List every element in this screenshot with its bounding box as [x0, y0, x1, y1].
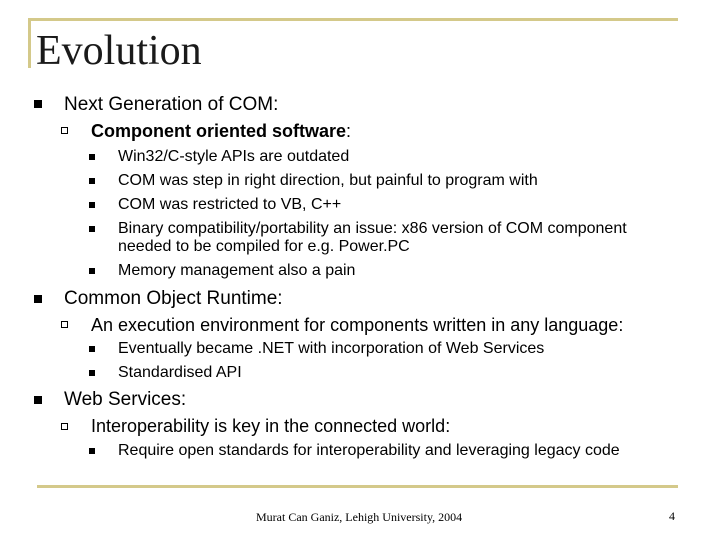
sub-bullet [91, 120, 351, 142]
section-heading: Common Object Runtime: [64, 288, 283, 309]
small-square-bullet-icon [89, 370, 95, 376]
small-square-bullet-icon [89, 448, 95, 454]
small-square-bullet-icon [89, 346, 95, 352]
sub-bullet: An execution environment for components written in any language: [91, 315, 624, 335]
detail-item: COM was restricted to VB, C++ [118, 196, 342, 213]
slide-title: Evolution [36, 28, 202, 74]
detail-item: Eventually became .NET with incorporation of Web Services [118, 340, 545, 357]
footer-text: Murat Can Ganiz, Lehigh University, 2004 [256, 510, 463, 524]
square-bullet-icon [34, 100, 42, 108]
detail-item: Memory management also a pain [118, 262, 356, 279]
small-square-bullet-icon [89, 202, 95, 208]
hollow-square-bullet-icon [61, 423, 68, 430]
detail-item: Require open standards for interoperability and leveraging legacy code [118, 442, 620, 459]
small-square-bullet-icon [89, 154, 95, 160]
sub-bullet: Interoperability is key in the connected world: [91, 416, 451, 436]
sub-bullet-emphasis: Component oriented software [91, 121, 347, 141]
detail-item-continuation: needed to be compiled for e.g. Power.PC [118, 238, 410, 255]
detail-item: Standardised API [118, 364, 242, 381]
square-bullet-icon [34, 295, 42, 303]
small-square-bullet-icon [89, 268, 95, 274]
detail-item: COM was step in right direction, but painful to program with [118, 172, 538, 189]
page-number: 4 [669, 509, 675, 523]
hollow-square-bullet-icon [61, 127, 68, 134]
sub-bullet-suffix: : [346, 121, 352, 141]
hollow-square-bullet-icon [61, 321, 68, 328]
small-square-bullet-icon [89, 226, 95, 232]
footer-divider-line [37, 485, 678, 488]
section-heading: Web Services: [64, 389, 187, 410]
square-bullet-icon [34, 396, 42, 404]
small-square-bullet-icon [89, 178, 95, 184]
detail-item: Binary compatibility/portability an issue: x86 version of COM component [118, 220, 627, 237]
detail-item: Win32/C-style APIs are outdated [118, 148, 350, 165]
section-heading: Next Generation of COM: [64, 94, 279, 115]
